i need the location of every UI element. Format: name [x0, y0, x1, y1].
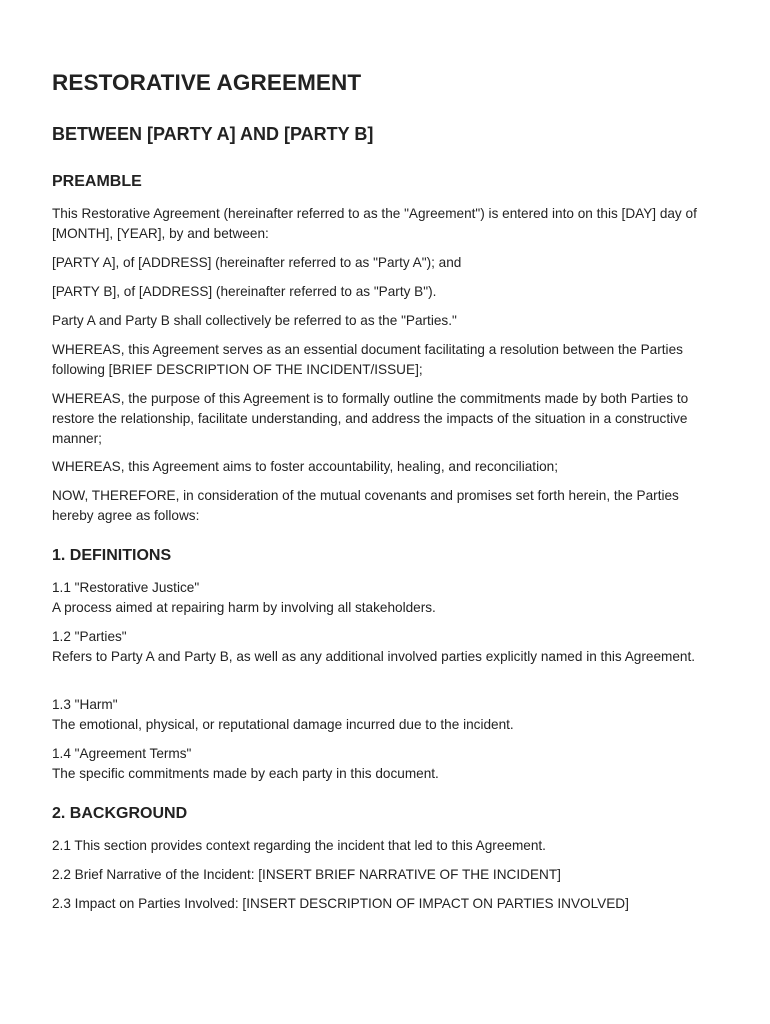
definition-item [52, 744, 722, 784]
whereas-paragraph: WHEREAS, this Agreement serves as an essential document facilitating a resolution between the Parties following [BRIEF DESCRIPTION OF THE INCIDENT/ISSUE]; [52, 342, 683, 377]
preamble-paragraph: [PARTY B], of [ADDRESS] (hereinafter referred to as "Party B"). [52, 284, 437, 299]
definition-term: 1.4 "Agreement Terms" [52, 746, 192, 761]
definition-text: Refers to Party A and Party B, as well as any additional involved parties explicitly named in this Agreement. [52, 649, 696, 664]
background-paragraph: 2.3 Impact on Parties Involved: [INSERT DESCRIPTION OF IMPACT ON PARTIES INVOLVED] [52, 896, 629, 911]
background-paragraph: 2.1 This section provides context regarding the incident that led to this Agreement. [52, 838, 546, 853]
definition-item [52, 695, 722, 735]
definition-text: A process aimed at repairing harm by involving all stakeholders. [52, 600, 436, 615]
definition-term: 1.2 "Parties" [52, 629, 127, 644]
preamble-paragraph: [PARTY A], of [ADDRESS] (hereinafter referred to as "Party A"); and [52, 255, 462, 270]
definition-text: The emotional, physical, or reputational damage incurred due to the incident. [52, 717, 514, 732]
definition-item [52, 578, 722, 618]
definition-item [52, 627, 722, 667]
definition-term: 1.3 "Harm" [52, 697, 118, 712]
preamble-paragraph: Party A and Party B shall collectively be referred to as the "Parties." [52, 313, 457, 328]
now-therefore-paragraph: NOW, THEREFORE, in consideration of the mutual covenants and promises set forth herein, the Parties hereby agree as follows: [52, 488, 679, 523]
background-paragraph: 2.2 Brief Narrative of the Incident: [INSERT BRIEF NARRATIVE OF THE INCIDENT] [52, 867, 561, 882]
whereas-paragraph: WHEREAS, this Agreement aims to foster accountability, healing, and reconciliation; [52, 459, 558, 474]
preamble-paragraph: This Restorative Agreement (hereinafter referred to as the "Agreement") is entered into on this [DAY] day of [MONTH], [YEAR], by and between: [52, 206, 697, 241]
document-subtitle: BETWEEN [PARTY A] AND [PARTY B] [52, 124, 374, 144]
document-title: RESTORATIVE AGREEMENT [52, 70, 362, 95]
definitions-heading: 1. DEFINITIONS [52, 547, 172, 564]
background-heading: 2. BACKGROUND [52, 805, 188, 822]
definition-text: The specific commitments made by each party in this document. [52, 766, 439, 781]
whereas-paragraph: WHEREAS, the purpose of this Agreement is to formally outline the commitments made by both Parties to restore the relationship, facilitate understanding, and address the impacts of the situation in a constructive manner; [52, 391, 689, 446]
preamble-heading: PREAMBLE [52, 173, 142, 190]
definition-term: 1.1 "Restorative Justice" [52, 580, 200, 595]
